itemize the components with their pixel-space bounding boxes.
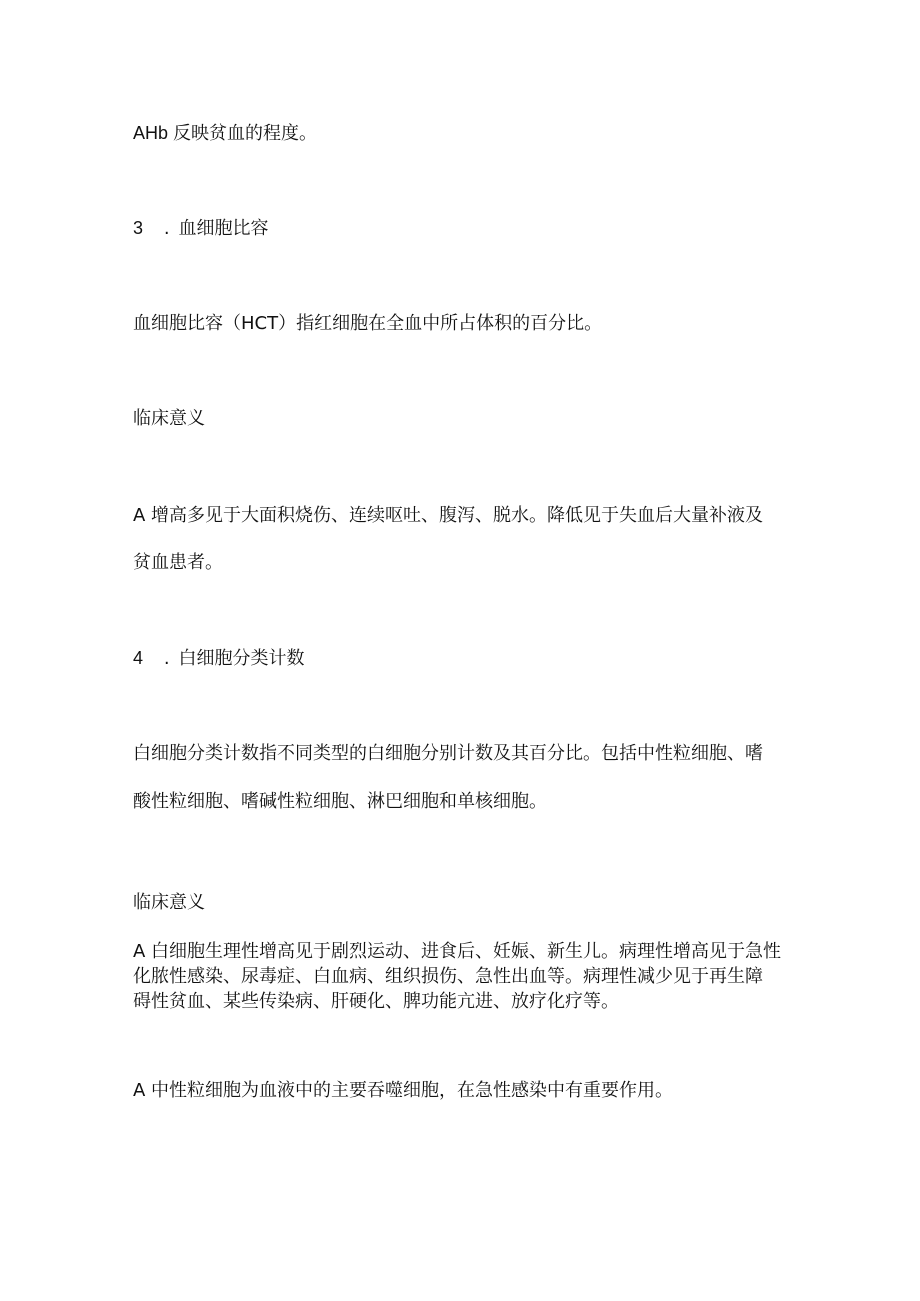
section-3-heading xyxy=(133,219,268,238)
wbc-clinical-line-2: 化脓性感染、尿毒症、白血病、组织损伤、急性出血等。病理性减少见于再生障 xyxy=(133,966,763,987)
clinical-significance-heading-2: 临床意义 xyxy=(133,892,205,913)
wbc-clinical-line-1: A 白细胞生理性增高见于剧烈运动、进食后、妊娠、新生儿。病理性增高见于急性 xyxy=(133,941,782,962)
section-3-title: 血细胞比容 xyxy=(178,218,269,239)
section-3-number: 3 xyxy=(133,218,144,238)
wbc-definition-line-2: 酸性粒细胞、嗜碱性粒细胞、淋巴细胞和单核细胞。 xyxy=(133,791,547,812)
hb-anemia-line: AHb 反映贫血的程度。 xyxy=(133,123,318,143)
section-4-number: 4 xyxy=(133,648,144,668)
wbc-definition-line-1: 白细胞分类计数指不同类型的白细胞分别计数及其百分比。包括中性粒细胞、嗜 xyxy=(133,743,763,764)
clinical-significance-heading-1: 临床意义 xyxy=(133,408,205,429)
section-4-dot: . xyxy=(163,648,170,669)
neutrophil-line: A 中性粒细胞为血液中的主要吞噬细胞，在急性感染中有重要作用。 xyxy=(133,1080,674,1101)
hct-clinical-line-2: 贫血患者。 xyxy=(133,552,223,573)
hct-clinical-line-1: A 增高多见于大面积烧伤、连续呕吐、腹泻、脱水。降低见于失血后大量补液及 xyxy=(133,505,764,526)
hct-definition: 血细胞比容（HCT）指红细胞在全血中所占体积的百分比。 xyxy=(133,313,603,334)
section-3-dot: . xyxy=(163,218,170,239)
section-4-heading xyxy=(133,649,304,668)
wbc-clinical-line-3: 碍性贫血、某些传染病、肝硬化、脾功能亢进、放疗化疗等。 xyxy=(133,991,619,1012)
section-4-title: 白细胞分类计数 xyxy=(178,648,305,669)
